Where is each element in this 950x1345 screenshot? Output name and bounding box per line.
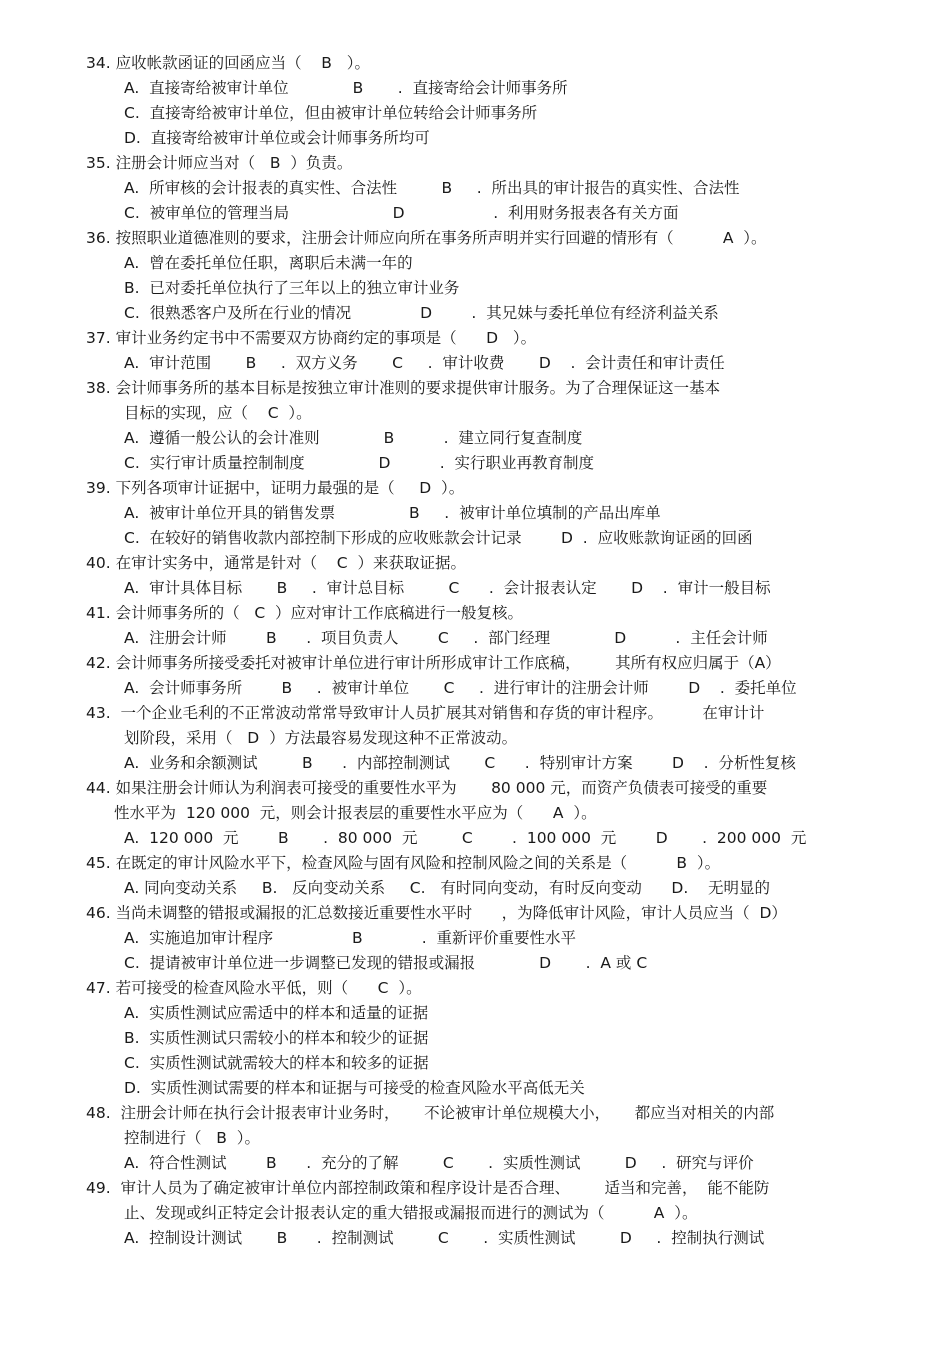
question-continuation: 性水平为 120 000 元，则会计报表层的重要性水平应为（ A ）。 [114,804,597,822]
option-line: C. 实质性测试就需较大的样本和较多的证据 [124,1054,429,1072]
option-line: A. 120 000 元 B . 80 000 元 C . 100 000 元 D . 200 000 元 [124,829,807,847]
question-36: 36. 按照职业道德准则的要求，注册会计师应向所在事务所声明并实行回避的情形有（ A ）。 [86,229,767,247]
option-line: C. 直接寄给被审计单位，但由被审计单位转给会计师事务所 [124,104,538,122]
question-39: 39. 下列各项审计证据中，证明力最强的是（ D ）。 [86,479,465,497]
question-37: 37. 审计业务约定书中不需要双方协商约定的事项是（ D ）。 [86,329,537,347]
option-line: D. 直接寄给被审计单位或会计师事务所均可 [124,129,430,147]
option-line: A. 曾在委托单位任职，离职后未满一年的 [124,254,413,272]
option-line: A. 控制设计测试 B . 控制测试 C . 实质性测试 D . 控制执行测试 [124,1229,765,1247]
option-line: D. 实质性测试需要的样本和证据与可接受的检查风险水平高低无关 [124,1079,585,1097]
option-line: A. 所审核的会计报表的真实性、合法性 B . 所出具的审计报告的真实性、合法性 [124,179,740,197]
option-line: C. 提请被审计单位进一步调整已发现的错报或漏报 D . A 或 C [124,954,648,972]
option-line: A. 被审计单位开具的销售发票 B . 被审计单位填制的产品出库单 [124,504,661,522]
option-line: B. 实质性测试只需较小的样本和较少的证据 [124,1029,429,1047]
question-40: 40. 在审计实务中，通常是针对（ C ）来获取证据。 [86,554,466,572]
question-continuation: 控制进行（ B ）。 [124,1129,261,1147]
question-46: 46. 当尚未调整的错报或漏报的汇总数接近重要性水平时 ，为降低审计风险，审计人员应当（ D） [86,904,787,922]
question-continuation: 目标的实现，应（ C ）。 [124,404,312,422]
question-41: 41. 会计师事务所的（ C ）应对审计工作底稿进行一般复核。 [86,604,524,622]
question-47: 47. 若可接受的检查风险水平低，则（ C ）。 [86,979,422,997]
option-line: C. 很熟悉客户及所在行业的情况 D . 其兄妹与委托单位有经济利益关系 [124,304,719,322]
question-45: 45. 在既定的审计风险水平下，检查风险与固有风险和控制风险之间的关系是（ B ）。 [86,854,721,872]
question-43: 43. 一个企业毛利的不正常波动常常导致审计人员扩展其对销售和存货的审计程序。 在审计计 [86,704,765,722]
option-line: A. 审计具体目标 B . 审计总目标 C . 会计报表认定 D . 审计一般目标 [124,579,771,597]
option-line: A. 会计师事务所 B . 被审计单位 C . 进行审计的注册会计师 D . 委托单位 [124,679,797,697]
option-line: A. 注册会计师 B . 项目负责人 C . 部门经理 D . 主任会计师 [124,629,768,647]
option-line: A. 遵循一般公认的会计准则 B . 建立同行复查制度 [124,429,583,447]
question-49: 49. 审计人员为了确定被审计单位内部控制政策和程序设计是否合理、 适当和完善， 能不能防 [86,1179,770,1197]
question-34: 34. 应收帐款函证的回函应当（ B ）。 [86,54,370,72]
question-44: 44. 如果注册会计师认为利润表可接受的重要性水平为 80 000 元，而资产负债表可接受的重要 [86,779,768,797]
question-35: 35. 注册会计师应当对（ B ）负责。 [86,154,353,172]
option-line: C. 在较好的销售收款内部控制下形成的应收账款会计记录 D . 应收账款询证函的回函 [124,529,753,547]
option-line: C. 实行审计质量控制制度 D . 实行职业再教育制度 [124,454,594,472]
option-line: A. 实施追加审计程序 B . 重新评价重要性水平 [124,929,576,947]
question-48: 48. 注册会计师在执行会计报表审计业务时， 不论被审计单位规模大小， 都应当对相关的内部 [86,1104,775,1122]
option-line: A. 实质性测试应需适中的样本和适量的证据 [124,1004,429,1022]
option-line: A. 业务和余额测试 B . 内部控制测试 C . 特别审计方案 D . 分析性复核 [124,754,796,772]
question-continuation: 止、发现或纠正特定会计报表认定的重大错报或漏报而进行的测试为（ A ）。 [124,1204,698,1222]
question-continuation: 划阶段，采用（ D ）方法最容易发现这种不正常波动。 [124,729,518,747]
option-line: C. 被审单位的管理当局 D . 利用财务报表各有关方面 [124,204,679,222]
question-42: 42. 会计师事务所接受委托对被审计单位进行审计所形成审计工作底稿， 其所有权应归属于（A） [86,654,781,672]
option-line: A. 同向变动关系 B. 反向变动关系 C. 有时同向变动，有时反向变动 D. 无明显的 [124,879,770,897]
option-line: B. 已对委托单位执行了三年以上的独立审计业务 [124,279,460,297]
option-line: A. 直接寄给被审计单位 B . 直接寄给会计师事务所 [124,79,568,97]
option-line: A. 符合性测试 B . 充分的了解 C . 实质性测试 D . 研究与评价 [124,1154,754,1172]
option-line: A. 审计范围 B . 双方义务 C . 审计收费 D . 会计责任和审计责任 [124,354,725,372]
question-38: 38. 会计师事务所的基本目标是按独立审计准则的要求提供审计服务。为了合理保证这一基本 [86,379,721,397]
